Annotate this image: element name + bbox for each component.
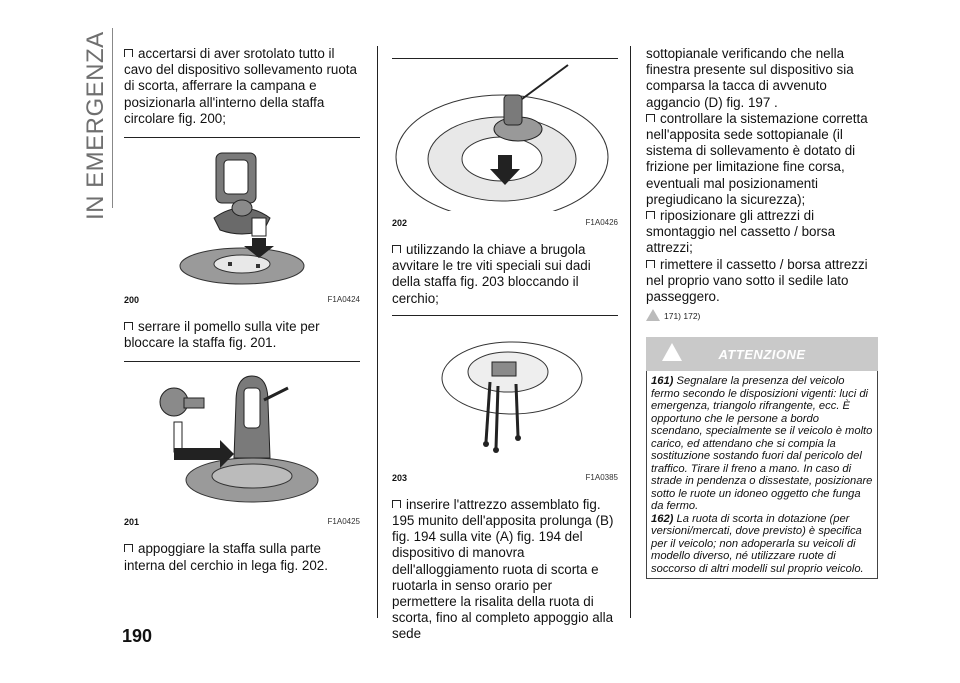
attention-title: ATTENZIONE	[718, 347, 806, 363]
column-1	[124, 46, 360, 574]
spare-wheel-bracket-illustration	[124, 138, 360, 288]
attention-header	[646, 337, 878, 371]
checkbox-icon	[392, 500, 401, 508]
checkbox-icon	[646, 211, 655, 219]
figure-code: F1A0424	[327, 295, 360, 305]
figure-number: 200	[124, 295, 140, 306]
warning-162: 162) La ruota di scorta in dotazione (per versioni/mercati, dove previsto) è specifica per il veicolo; non adoperarla su veicoli di modello diverso, né utilizzare ruote di soccorso di altri modelli sul proprio veicolo.	[651, 512, 864, 575]
attention-box	[646, 371, 878, 579]
instruction-item: utilizzando la chiave a brugola avvitare le tre viti speciali sui dadi della staffa fig. 203 bloccando il cerchio;	[392, 242, 591, 306]
column-2	[392, 46, 618, 643]
figure-202	[392, 58, 618, 228]
instruction-item: controllare la sistemazione corretta nell'apposita sede sottopianale (il sistema di sollevamento è dotato di frizione per limitazione fine corsa, eventuali mal posizionamenti pregiudicano la sicurezza);	[646, 110, 868, 207]
page-number: 190	[122, 626, 153, 646]
instruction-item: inserire l'attrezzo assemblato fig. 195 munito dell'apposita prolunga (B) fig. 194 sulla vite (A) fig. 194 del dispositivo di manovra dell'alloggiamento ruota di scorta e ruotarla in senso orario per permettere la risalita della ruota di scorta, fino al completo appoggio alla sede	[392, 496, 614, 642]
figure-201	[124, 361, 360, 527]
figure-caption	[392, 218, 618, 228]
instruction-item: rimettere il cassetto / borsa attrezzi nel proprio vano sotto il sedile lato passeggero.	[646, 256, 868, 305]
column-divider	[377, 46, 378, 618]
figure-code: F1A0425	[327, 517, 360, 527]
figure-200	[124, 137, 360, 305]
checkbox-icon	[392, 245, 401, 253]
knob-tightening-illustration	[124, 362, 360, 510]
instruction-item: serrare il pomello sulla vite per bloccare la staffa fig. 201.	[124, 319, 320, 351]
figure-code: F1A0426	[585, 218, 618, 227]
figure-caption	[392, 473, 618, 483]
checkbox-icon	[646, 260, 655, 268]
allen-key-screws-illustration	[392, 316, 618, 466]
checkbox-icon	[646, 114, 655, 122]
column-divider	[630, 46, 631, 618]
figure-number: 202	[392, 218, 408, 228]
section-rule	[112, 28, 113, 208]
checkbox-icon	[124, 49, 133, 57]
warning-references: 171) 172)	[646, 309, 878, 321]
checkbox-icon	[124, 544, 133, 552]
figure-203	[392, 315, 618, 483]
instruction-item: riposizionare gli attrezzi di smontaggio nel cassetto / borsa attrezzi;	[646, 208, 836, 256]
instruction-item: accertarsi di aver srotolato tutto il cavo del dispositivo sollevamento ruota di scorta, afferrare la campana e posizionarla all'interno della staffa circolare fig. 200;	[124, 46, 357, 126]
figure-caption	[124, 517, 360, 527]
warning-triangle-icon	[646, 309, 660, 321]
column-3	[646, 46, 878, 579]
checkbox-icon	[124, 322, 133, 330]
warning-161: 161) Segnalare la presenza del veicolo fermo secondo le disposizioni vigenti: luci di emergenza, triangolo rifrangente, ecc. È opportuno che le persone a bordo scendano, specialmente se il veicolo è molto carico, ed attendano che si compia la sostituzione sostando fuori dal pericolo del traffico. Tirare il freno a mano. In caso di strade in pendenza o dissestate, posizionare sotto le ruote un idoneo oggetto che funga da fermo.	[651, 375, 873, 513]
figure-code: F1A0385	[585, 472, 618, 482]
figure-number: 203	[392, 472, 408, 483]
instruction-continuation: sottopianale verificando che nella finestra presente sul dispositivo sia comparsa la tacca di avvenuto aggancio (D) fig. 197 .	[646, 46, 854, 110]
wheel-rim-bracket-illustration	[392, 59, 618, 211]
figure-caption	[124, 295, 360, 305]
section-title: IN EMERGENZA	[82, 31, 109, 220]
instruction-item: appoggiare la staffa sulla parte interna del cerchio in lega fig. 202.	[124, 541, 328, 573]
figure-number: 201	[124, 517, 140, 528]
